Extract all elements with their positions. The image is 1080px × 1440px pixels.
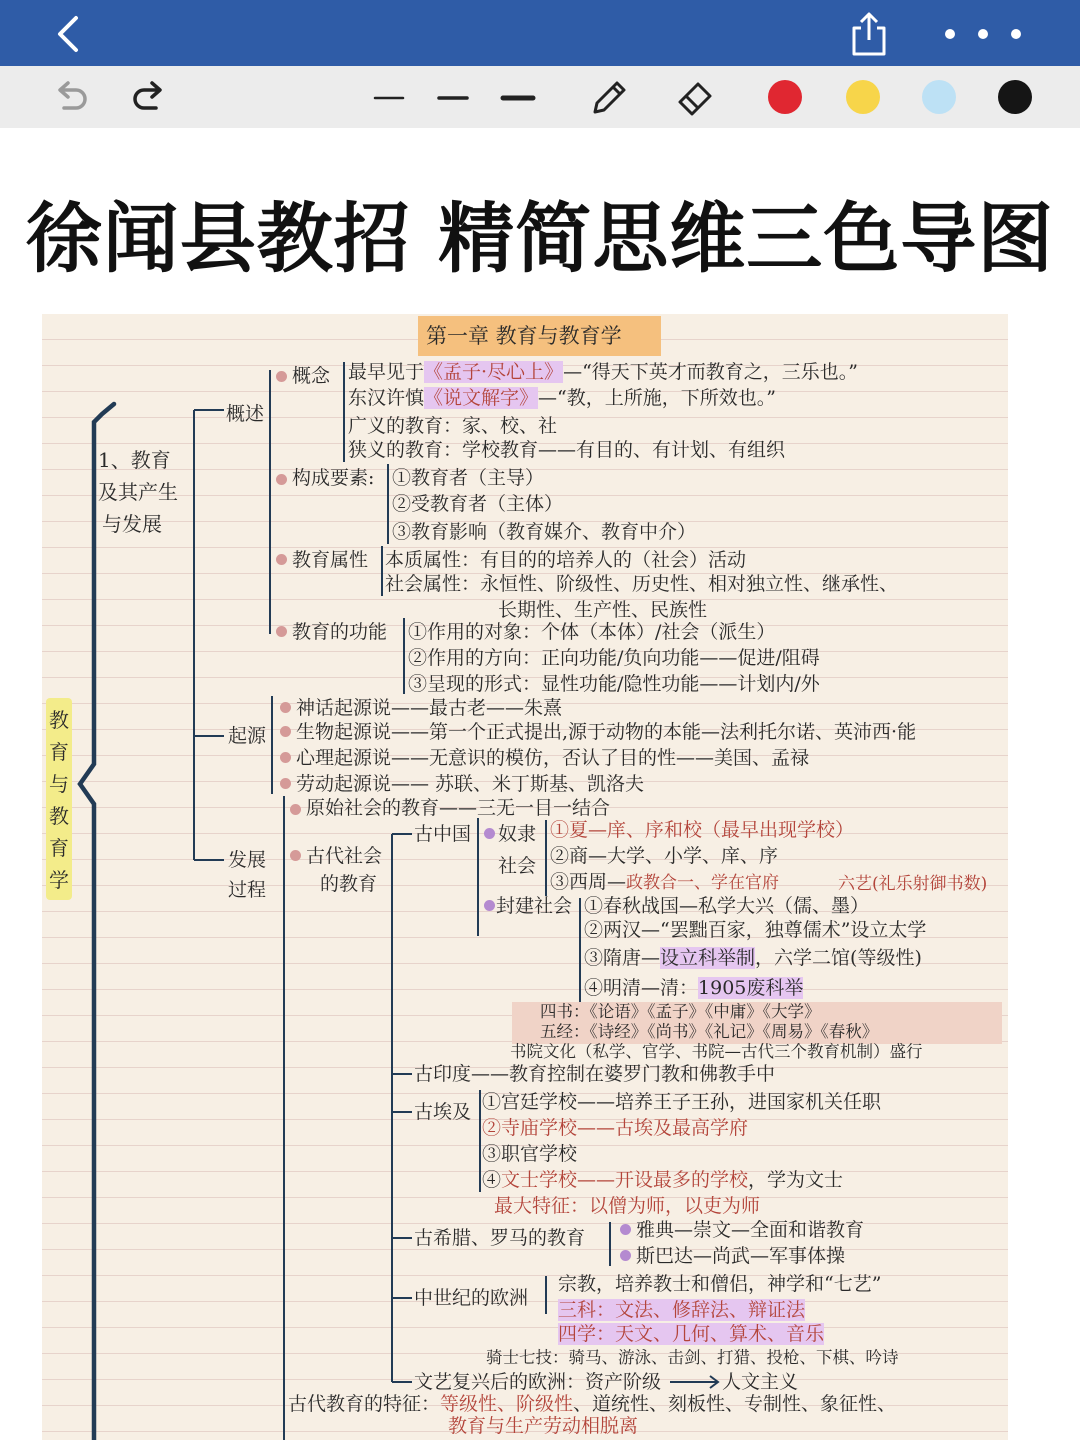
function-item: ②作用的方向：正向功能/负向功能——促进/阻碍: [408, 647, 820, 669]
medieval-item: 四学：天文、几何、算术、音乐: [558, 1323, 825, 1345]
yellow-color-swatch[interactable]: [846, 80, 880, 114]
feudal-item: ①春秋战国—私学大兴（儒、墨）: [584, 895, 870, 917]
redo-icon[interactable]: [130, 76, 170, 118]
academy-culture: 书院文化（私学、官学、书院—古代三个教育机制）盛行: [510, 1042, 923, 1061]
chevron-left-icon[interactable]: [46, 12, 90, 56]
light-blue-color-swatch[interactable]: [922, 80, 956, 114]
five-classics: 五经：《诗经》《尚书》《礼记》《周易》《春秋》: [540, 1022, 879, 1041]
four-books: 四书：《论语》《孟子》《中庸》《大学》: [540, 1002, 821, 1021]
origin-item: 生物起源说——第一个正式提出,源于动物的本能—法利托尔诺、英沛西·能: [296, 721, 917, 743]
node-feudal: 封建社会: [496, 895, 573, 917]
eraser-icon[interactable]: [672, 76, 718, 118]
node-attributes: 教育属性: [292, 549, 369, 571]
function-item: ①作用的对象：个体（本体）/社会（派生）: [408, 621, 776, 643]
node-concept: 概念: [292, 365, 331, 387]
function-item: ③呈现的形式：显性功能/隐性功能——计划内/外: [408, 673, 820, 695]
branch-overview: 概述: [226, 403, 265, 425]
slave-item: ③西周—政教合一、学在官府: [550, 871, 780, 893]
bullet-dot: [276, 474, 287, 485]
egypt-item: ④文士学校——开设最多的学校，学为文士: [482, 1169, 844, 1191]
origin-item: 劳动起源说—— 苏联、米丁斯基、凯洛夫: [296, 773, 645, 795]
ancient-features: 古代教育的特征：等级性、阶级性、道统性、刻板性、专制性、象征性、: [288, 1393, 897, 1415]
root-char: 教: [49, 708, 69, 732]
section-title: 1、教育: [98, 448, 171, 472]
bullet-dot: [620, 1224, 631, 1235]
bullet-dot: [280, 778, 291, 789]
section-title: 与发展: [102, 512, 162, 536]
top-app-bar: [0, 0, 1080, 66]
bullet-dot: [276, 554, 287, 565]
root-char: 教: [49, 804, 69, 828]
bullet-dot: [290, 804, 301, 815]
ancient-label: 古代社会: [306, 845, 383, 867]
red-color-swatch[interactable]: [768, 80, 802, 114]
egypt-feature: 最大特征：以僧为师，以吏为师: [494, 1195, 761, 1217]
thick-line-icon[interactable]: [500, 76, 536, 118]
node-china: 古中国: [414, 823, 472, 845]
share-icon[interactable]: [846, 10, 892, 58]
greece-item: 斯巴达—尚武—军事体操: [636, 1245, 846, 1267]
element-item: ①教育者（主导）: [392, 467, 545, 489]
node-slave: 社会: [498, 855, 537, 877]
egypt-item: ②寺庙学校——古埃及最高学府: [482, 1117, 749, 1139]
concept-line: 狭义的教育：学校教育——有目的、有计划、有组织: [348, 439, 786, 461]
black-color-swatch[interactable]: [998, 80, 1032, 114]
root-char: 育: [49, 836, 69, 860]
drawing-toolbar: [0, 66, 1080, 128]
node-india: 古印度——教育控制在婆罗门教和佛教手中: [414, 1063, 776, 1085]
concept-line: 东汉许慎《说文解字》—“教，上所施，下所效也。”: [348, 387, 776, 409]
primitive-education: 原始社会的教育——三无一目一结合: [306, 797, 611, 819]
medieval-item: 骑士七技：骑马、游泳、击剑、打猎、投枪、下棋、吟诗: [486, 1348, 899, 1367]
section-title: 及其产生: [98, 480, 178, 504]
ancient-label: 的教育: [320, 873, 378, 895]
more-dots-icon[interactable]: [938, 24, 1028, 44]
root-char: 育: [49, 740, 69, 764]
origin-item: 神话起源说——最古老——朱熹: [296, 697, 563, 719]
humanism: 人文主义: [722, 1371, 799, 1393]
undo-icon[interactable]: [50, 76, 90, 118]
attribute-line: 长期性、生产性、民族性: [498, 599, 708, 621]
node-renaissance: 文艺复兴后的欧洲：资产阶级: [414, 1371, 662, 1393]
bullet-dot: [484, 900, 495, 911]
bullet-dot: [276, 371, 287, 382]
bullet-dot: [484, 828, 495, 839]
bullet-dot: [280, 702, 291, 713]
node-egypt: 古埃及: [414, 1101, 472, 1123]
branch-origin: 起源: [228, 725, 267, 747]
origin-item: 心理起源说——无意识的模仿，否认了目的性——美国、孟禄: [296, 747, 810, 769]
feudal-item: ②两汉—“罢黜百家，独尊儒术”设立太学: [584, 919, 927, 941]
bullet-dot: [276, 626, 287, 637]
branch-development: 发展: [228, 849, 267, 871]
chapter-title: 第一章 教育与教育学: [426, 324, 622, 348]
slave-item: ①夏—庠、序和校（最早出现学校）: [550, 819, 855, 841]
element-item: ③教育影响（教育媒介、教育中介）: [392, 521, 697, 543]
branch-development: 过程: [228, 879, 267, 901]
bullet-dot: [290, 850, 301, 861]
feudal-item: ④明清—清：1905废科举: [584, 977, 804, 999]
element-item: ②受教育者（主体）: [392, 493, 564, 515]
greece-item: 雅典—崇文—全面和谐教育: [636, 1219, 865, 1241]
six-arts: 六艺(礼乐射御书数): [838, 874, 988, 894]
thin-line-icon[interactable]: [372, 76, 406, 118]
node-medieval: 中世纪的欧洲: [414, 1287, 529, 1309]
page-heading: 徐闻县教招 精简思维三色导图: [25, 194, 1055, 283]
egypt-item: ①宫廷学校——培养王子王孙，进国家机关任职: [482, 1091, 882, 1113]
node-slave: 奴隶: [498, 823, 537, 845]
slave-item: ②商—大学、小学、庠、序: [550, 845, 779, 867]
node-greece-rome: 古希腊、罗马的教育: [414, 1227, 586, 1249]
root-char: 与: [49, 772, 69, 796]
mind-map-note: [42, 314, 1008, 1440]
medieval-item: 宗教，培养教士和僧侣，神学和“七艺”: [558, 1273, 882, 1295]
feudal-item: ③隋唐—设立科举制，六学二馆(等级性): [584, 947, 922, 969]
pencil-icon[interactable]: [586, 76, 630, 118]
concept-line: 广义的教育：家、校、社: [348, 415, 558, 437]
bullet-dot: [280, 726, 291, 737]
node-elements: 构成要素:: [292, 467, 375, 489]
bullet-dot: [620, 1250, 631, 1261]
node-functions: 教育的功能: [292, 621, 388, 643]
bullet-dot: [280, 752, 291, 763]
egypt-item: ③职官学校: [482, 1143, 578, 1165]
attribute-line: 社会属性：永恒性、阶级性、历史性、相对独立性、继承性、: [385, 573, 899, 595]
medieval-item: 三科：文法、修辞法、辩证法: [558, 1299, 806, 1321]
concept-line: 最早见于《孟子·尽心上》—“得天下英才而教育之，三乐也。”: [348, 361, 858, 383]
attribute-line: 本质属性：有目的的培养人的（社会）活动: [385, 549, 747, 571]
medium-line-icon[interactable]: [436, 76, 470, 118]
root-char: 学: [49, 868, 69, 892]
ancient-features: 教育与生产劳动相脱离: [448, 1415, 639, 1437]
